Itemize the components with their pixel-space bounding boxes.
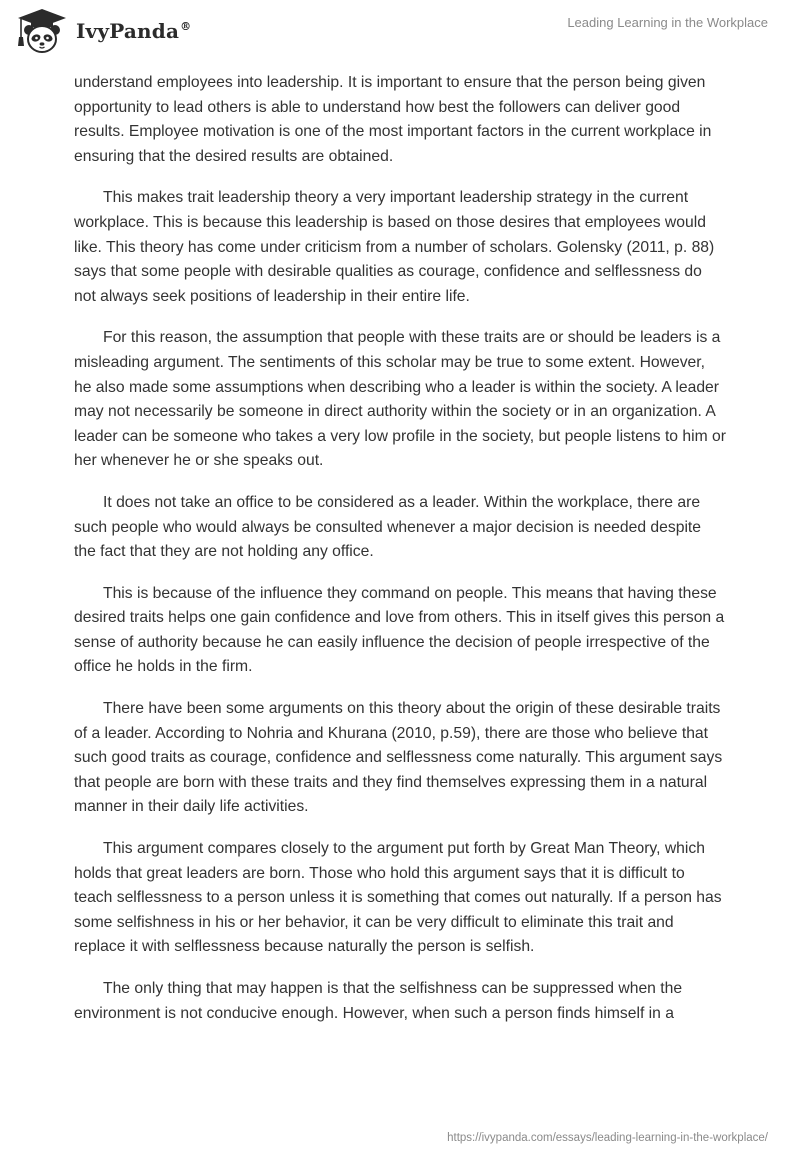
paragraph: This is because of the influence they command on people. This means that having these desired traits helps one gain confidence and love from others. This in itself gives this person a sense of authority because he can easily influence the decision of people irrespective of the office he holds in the firm.	[74, 584, 725, 676]
paragraph: understand employees into leadership. It is important to ensure that the person being given opportunity to lead others is able to understand how best the followers can deliver good results. Employee motivation is one of the most important factors in the current workplace in ensuring that the desired results are obtained.	[74, 74, 712, 165]
registered-mark: ®	[180, 20, 192, 34]
paragraph: The only thing that may happen is that the selfishness can be suppressed when the environment is not conducive enough. However, when such a person finds himself in a	[74, 980, 683, 1022]
source-url[interactable]: https://ivypanda.com/essays/leading-learning-in-the-workplace/	[447, 1132, 768, 1144]
document-title: Leading Learning in the Workplace	[567, 15, 768, 30]
panda-graduate-icon	[16, 8, 68, 54]
paragraph: This argument compares closely to the argument put forth by Great Man Theory, which holds that great leaders are born. Those who hold this argument says that it is difficult to teach selflessness to a person unless it is something that comes out naturally. If a person has some selfishness in his or her behavior, it can be very difficult to eliminate this trait and replace it with selflessness because naturally the person is selfish.	[74, 840, 722, 956]
paragraph: It does not take an office to be considered as a leader. Within the workplace, there are such people who would always be consulted whenever a major decision is needed despite the fact that they are not holding any office.	[74, 493, 702, 561]
brand-text: IvyPanda	[76, 19, 180, 43]
paragraph: This makes trait leadership theory a very important leadership strategy in the current workplace. This is because this leadership is based on those desires that employees would like. This theory has come under criticism from a number of scholars. Golensky (2011, p. 88) says that some people with desirable qualities as courage, confidence and selflessness do not always seek positions of leadership in their entire life.	[74, 189, 715, 305]
essay-body	[74, 71, 726, 1043]
paragraph: For this reason, the assumption that people with these traits are or should be leaders is a misleading argument. The sentiments of this scholar may be true to some extent. However, he also made some assumptions when describing who a leader is within the society. A leader may not necessarily be someone in direct authority within the society or in an organization. A leader can be someone who takes a very low profile in the society, but people listens to him or her whenever he or she speaks out.	[74, 329, 726, 470]
ivypanda-logo[interactable]	[16, 8, 191, 54]
page-header	[0, 0, 800, 60]
brand-name	[76, 19, 191, 43]
paragraph: There have been some arguments on this theory about the origin of these desirable traits of a leader. According to Nohria and Khurana (2010, p.59), there are those who believe that such good traits as courage, confidence and selflessness come naturally. This argument says that people are born with these traits and they find themselves expressing them in a natural manner in their daily life activities.	[74, 700, 723, 816]
